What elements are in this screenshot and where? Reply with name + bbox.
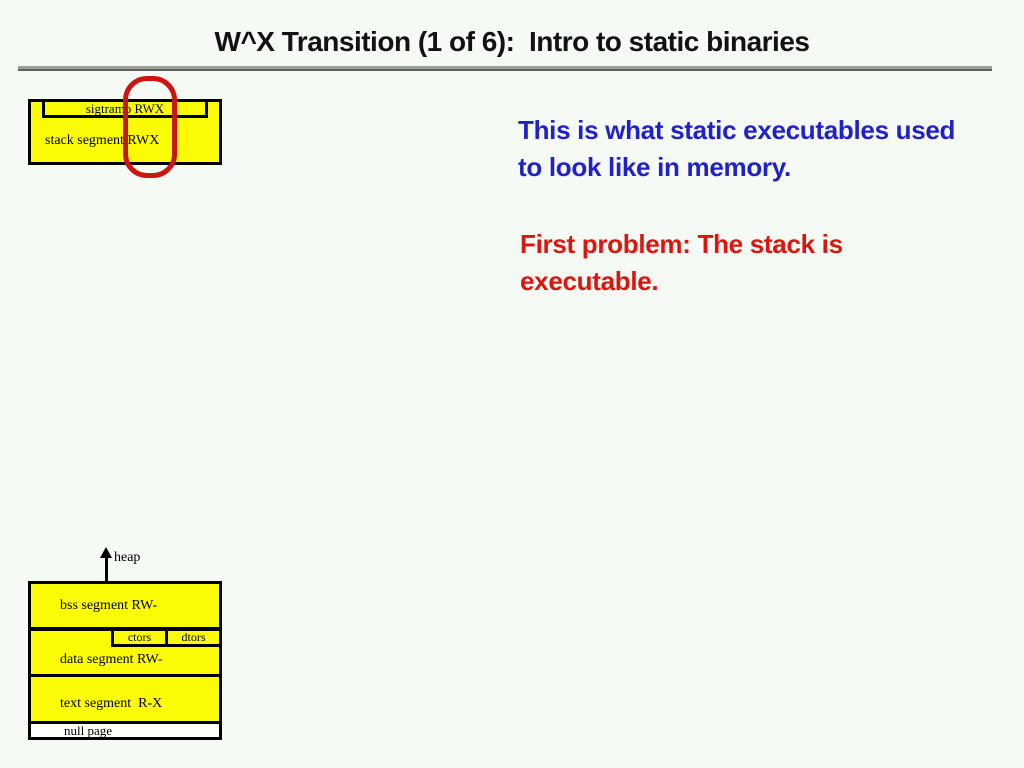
text-segment-label: text segment R-X: [60, 696, 163, 711]
null-page-label: null page: [64, 723, 113, 738]
ctors-box: [111, 631, 168, 647]
heap-arrow-shaft: [105, 556, 108, 582]
bss-segment-label: bss segment RW-: [60, 598, 158, 613]
data-text-divider: [28, 674, 222, 677]
blue-annotation-text: This is what static executables used to look like in memory.: [518, 115, 956, 182]
title-divider-rule: [18, 66, 992, 71]
rwx-highlight-ellipse: [123, 76, 177, 178]
slide-title: W^X Transition (1 of 6): Intro to static binaries: [214, 26, 810, 57]
data-segment-label: data segment RW-: [60, 652, 163, 667]
null-page-band: [31, 724, 219, 737]
ctors-label: ctors: [127, 630, 152, 645]
heap-label: heap: [114, 550, 141, 565]
dtors-box: [168, 631, 219, 647]
stack-segment-label: stack segment RWX: [45, 133, 160, 148]
sigtramp-label: sigtramp RWX: [85, 100, 165, 116]
red-annotation-text: First problem: The stack is executable.: [520, 229, 843, 296]
dtors-label: dtors: [181, 630, 206, 645]
